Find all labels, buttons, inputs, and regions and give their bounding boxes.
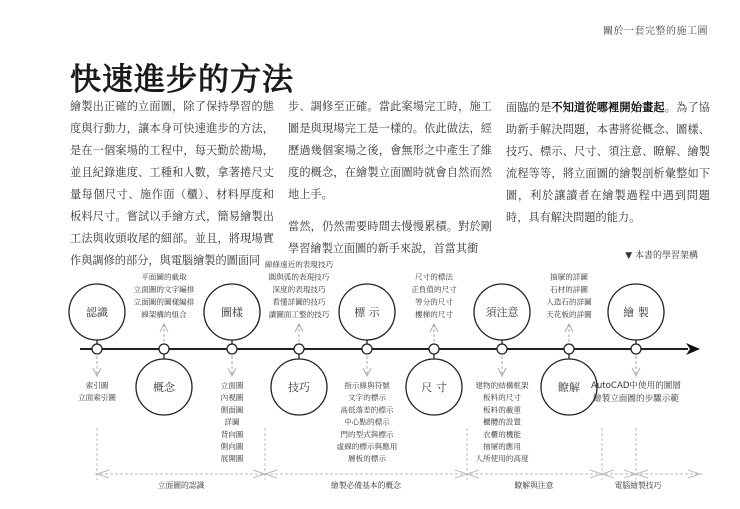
topic-item: 天花板的詳圖 bbox=[546, 310, 592, 319]
topic-item: 側面圖 bbox=[220, 405, 244, 415]
topic-item: 立面圖的圖樣編排 bbox=[133, 297, 195, 307]
topic-item: 平面圖的截取 bbox=[141, 272, 187, 282]
topic-item: 文字的標示 bbox=[348, 393, 386, 403]
timeline-junction bbox=[159, 344, 169, 354]
topic-item: 板料的載重 bbox=[483, 405, 521, 415]
topic-item: 指示線與符號 bbox=[344, 381, 390, 390]
concept-node-label: 認識 bbox=[86, 306, 108, 319]
topic-item: 索引圖 bbox=[85, 381, 109, 390]
text-run: 。為了協助新手解決問題，本書將從概念、圖樣、技巧、標示、尺寸、須注意、瞭解、繪製流程等等，將立面圖的繪製剖析彙整如下圖，利於讓讀者在繪製過程中遇到問題時，具有解決問題的能力。 bbox=[506, 101, 710, 224]
topic-item: 正負值的尺寸 bbox=[411, 285, 457, 294]
timeline-junction bbox=[564, 344, 574, 354]
topic-item: 虛線的標示與應用 bbox=[336, 442, 398, 451]
topic-item: 建物的結構框架 bbox=[475, 381, 529, 390]
topic-item: 立面圖 bbox=[220, 381, 244, 390]
paragraph: 步、調修至正確。當此案場完工時，施工圖是與現場完工是一樣的。依此做法，經歷過幾個案場之後，會無形之中產生了維度的概念，在繪製立面圖時就會自然而然地上手。 bbox=[288, 100, 492, 201]
concept-node-label: 圖樣 bbox=[221, 306, 243, 319]
concept-node-label: 瞭解 bbox=[558, 381, 580, 394]
running-head: 關於一套完整的施工圖 bbox=[603, 26, 708, 37]
topic-item: 立面圖的文字編排 bbox=[133, 285, 195, 294]
paragraph: 繪製出正確的立面圖，除了保持學習的態度與行動力，讓本身可快速進步的方法，是在一個案場的工程中，每天勤於勘場，並且紀錄進度、工種和人數，拿著捲尺丈量每個尺寸、施作面（櫃）、材料厚度和板料尺寸。嘗試以手繪方式，簡易繪製出工法與收頭收尾的細部。並且，將現場實作與調修的部分，與電腦繪製的圖面同 bbox=[70, 100, 274, 267]
topic-item: 圓與弧的表現技巧 bbox=[268, 272, 330, 282]
topic-item: 櫃體的設置 bbox=[483, 417, 521, 427]
timeline-junction bbox=[294, 344, 304, 354]
timeline-arrow-icon bbox=[686, 343, 700, 355]
topic-item: 線架構的組合 bbox=[141, 310, 187, 319]
topic-item: 尺寸的標法 bbox=[415, 272, 453, 282]
section-label: 立面圖的認識 bbox=[157, 481, 205, 490]
topic-item: 繪製立面圖的步驟示範 bbox=[593, 394, 679, 404]
topic-item: AutoCAD中使用的圖層 bbox=[590, 381, 682, 391]
topic-item: 讀圖面工整的技巧 bbox=[268, 310, 330, 319]
topic-item: 線條遠近的表現技巧 bbox=[264, 260, 334, 269]
timeline-junction bbox=[362, 344, 372, 354]
page-title: 快速進步的方法 bbox=[70, 62, 294, 98]
concept-node-label: 須注意 bbox=[485, 306, 519, 319]
topic-item: 抽屜的詳圖 bbox=[550, 272, 588, 282]
topic-item: 看懂詳圖的技巧 bbox=[272, 297, 326, 307]
topic-item: 人所使用的高度 bbox=[475, 454, 529, 464]
section-label: 繪製必備基本的概念 bbox=[330, 481, 402, 490]
concept-node-label: 尺 寸 bbox=[421, 381, 447, 394]
topic-item: 人造石的詳圖 bbox=[546, 297, 592, 307]
topic-item: 抽屜的應用 bbox=[483, 442, 521, 451]
topic-item: 樓梯的尺寸 bbox=[415, 310, 453, 319]
diagram-caption: ▼ 本書的學習架構 bbox=[625, 251, 698, 261]
emphasis-text: 不知道從哪裡開始畫起 bbox=[551, 100, 665, 114]
section-label: 電腦繪製技巧 bbox=[614, 481, 662, 490]
timeline-junction bbox=[227, 344, 237, 354]
concept-node-label: 技巧 bbox=[288, 381, 310, 394]
paragraph: 當然，仍然需要時間去慢慢累積。對於剛學習繪製立面圖的新手來說，首當其衝 bbox=[288, 220, 492, 255]
topic-item: 層板的標示 bbox=[348, 454, 386, 464]
topic-item: 板料的尺寸 bbox=[483, 393, 521, 403]
topic-item: 背向圖 bbox=[220, 429, 244, 439]
topic-item: 內視圖 bbox=[220, 393, 244, 403]
topic-item: 高低落差的標示 bbox=[340, 405, 394, 415]
concept-node-label: 繪 製 bbox=[623, 306, 649, 319]
section-bracket-arrow bbox=[253, 470, 265, 478]
timeline-junction bbox=[631, 344, 641, 354]
topic-item: 等分的尺寸 bbox=[415, 297, 453, 307]
section-bracket-arrow bbox=[688, 470, 700, 478]
topic-item: 側向圖 bbox=[220, 442, 244, 451]
text-run: 面臨的是 bbox=[506, 101, 552, 114]
topic-item: 立面索引圖 bbox=[78, 393, 116, 403]
timeline-junction bbox=[429, 344, 439, 354]
topic-item: 中心點的標示 bbox=[344, 417, 390, 427]
topic-item: 衣櫃的機能 bbox=[483, 429, 521, 439]
concept-node-label: 標 示 bbox=[354, 306, 380, 319]
topic-item: 深度的表現技巧 bbox=[272, 285, 326, 294]
topic-item: 展開圖 bbox=[220, 454, 244, 464]
topic-item: 門的型式與標示 bbox=[340, 429, 394, 439]
concept-node-label: 概念 bbox=[153, 381, 175, 394]
timeline-junction bbox=[92, 344, 102, 354]
section-label: 瞭解與注意 bbox=[514, 481, 554, 490]
timeline-junction bbox=[497, 344, 507, 354]
topic-item: 石材的詳圖 bbox=[550, 285, 588, 294]
topic-item: 詳圖 bbox=[224, 417, 240, 427]
